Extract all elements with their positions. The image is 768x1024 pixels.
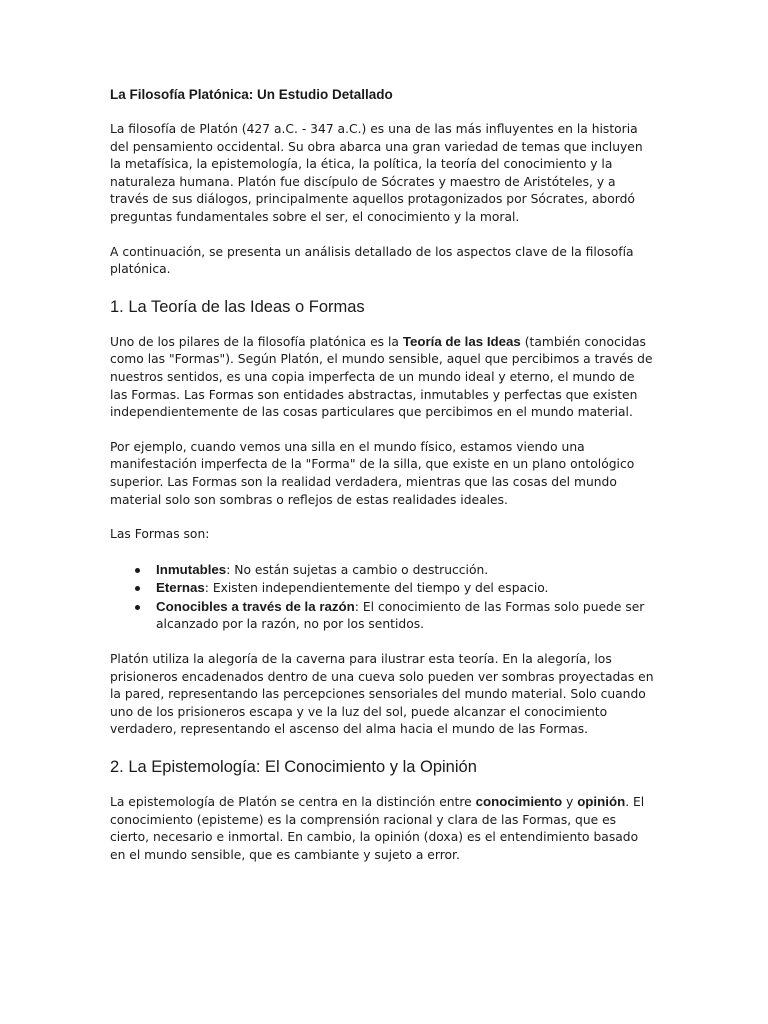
list-item [156,579,655,598]
section-2-heading: 2. La Epistemología: El Conocimiento y la Opinión [110,758,477,777]
section-1-paragraph-2: Por ejemplo, cuando vemos una silla en el mundo físico, estamos viendo una manifestación imperfecta de la "Forma" de la silla, que existe en un plano ontológico superior. Las Formas son la realidad verdadera, mientras que las cosas del mundo material solo son sombras o reflejos de estas realidades ideales. [110,439,635,507]
text-run: . El conocimiento (episteme) es la comprensión racional y clara de las Formas, que es cierto, necesario e inmortal. En cambio, la opinión (doxa) es el entendimiento basado en el mundo sensible, que es cambiante y sujeto a error. [110,795,645,862]
section-1-paragraph-1 [110,333,655,422]
text-run: La epistemología de Platón se centra en la distinción entre [110,795,476,810]
bold-term: opinión [577,794,626,810]
bold-term: Conocibles a través de la razón [156,598,355,614]
forms-bullet-list [110,561,655,634]
text-run: : Existen independientemente del tiempo y del espacio. [204,581,549,596]
document-page [110,86,655,881]
intro-paragraph-2: A continuación, se presenta un análisis detallado de los aspectos clave de la filosofía platónica. [110,244,634,277]
list-item [156,561,655,580]
text-run: : No están sujetas a cambio o destrucción. [226,562,489,577]
bold-term: Teoría de las Ideas [402,333,521,349]
bold-term: Inmutables [156,561,227,577]
section-1-paragraph-4: Platón utiliza la alegoría de la caverna para ilustrar esta teoría. En la alegoría, los prisioneros encadenados dentro de una cueva solo pueden ver sombras proyectadas en la pared, representando las percepciones sensoriales del mundo material. Solo cuando uno de los prisioneros escapa y ve la luz del sol, puede alcanzar el conocimiento verdadero, representando el ascenso del alma hacia el mundo de las Formas. [110,652,654,737]
section-1-heading: 1. La Teoría de las Ideas o Formas [110,297,365,316]
document-title: La Filosofía Platónica: Un Estudio Detallado [110,87,393,102]
list-item [156,598,655,634]
intro-paragraph-1: La filosofía de Platón (427 a.C. - 347 a.C.) es una de las más influyentes en la historia del pensamiento occidental. Su obra abarca una gran variedad de temas que incluyen la metafísica, la epistemología, la ética, la política, la teoría del conocimiento y la naturaleza humana. Platón fue discípulo de Sócrates y maestro de Aristóteles, y a través de sus diálogos, principalmente aquellos protagonizados por Sócrates, abordó preguntas fundamentales sobre el ser, el conocimiento y la moral. [110,122,643,224]
text-run: Uno de los pilares de la filosofía platónica es la [110,334,403,349]
text-run: (también conocidas como las "Formas"). Según Platón, el mundo sensible, aquel que percibimos a través de nuestros sentidos, es una copia imperfecta de un mundo ideal y eterno, el mundo de las Formas. Las Formas son entidades abstractas, inmutables y perfectas que existen independientemente de las cosas particulares que percibimos en el mundo material. [110,334,653,420]
section-2-paragraph-1 [110,793,655,864]
section-1-paragraph-3: Las Formas son: [110,527,210,542]
text-run: : El conocimiento de las Formas solo puede ser alcanzado por la razón, no por los sentidos. [156,599,645,632]
text-run: y [562,795,578,810]
bold-term: conocimiento [475,794,563,810]
bold-term: Eternas [156,580,205,596]
